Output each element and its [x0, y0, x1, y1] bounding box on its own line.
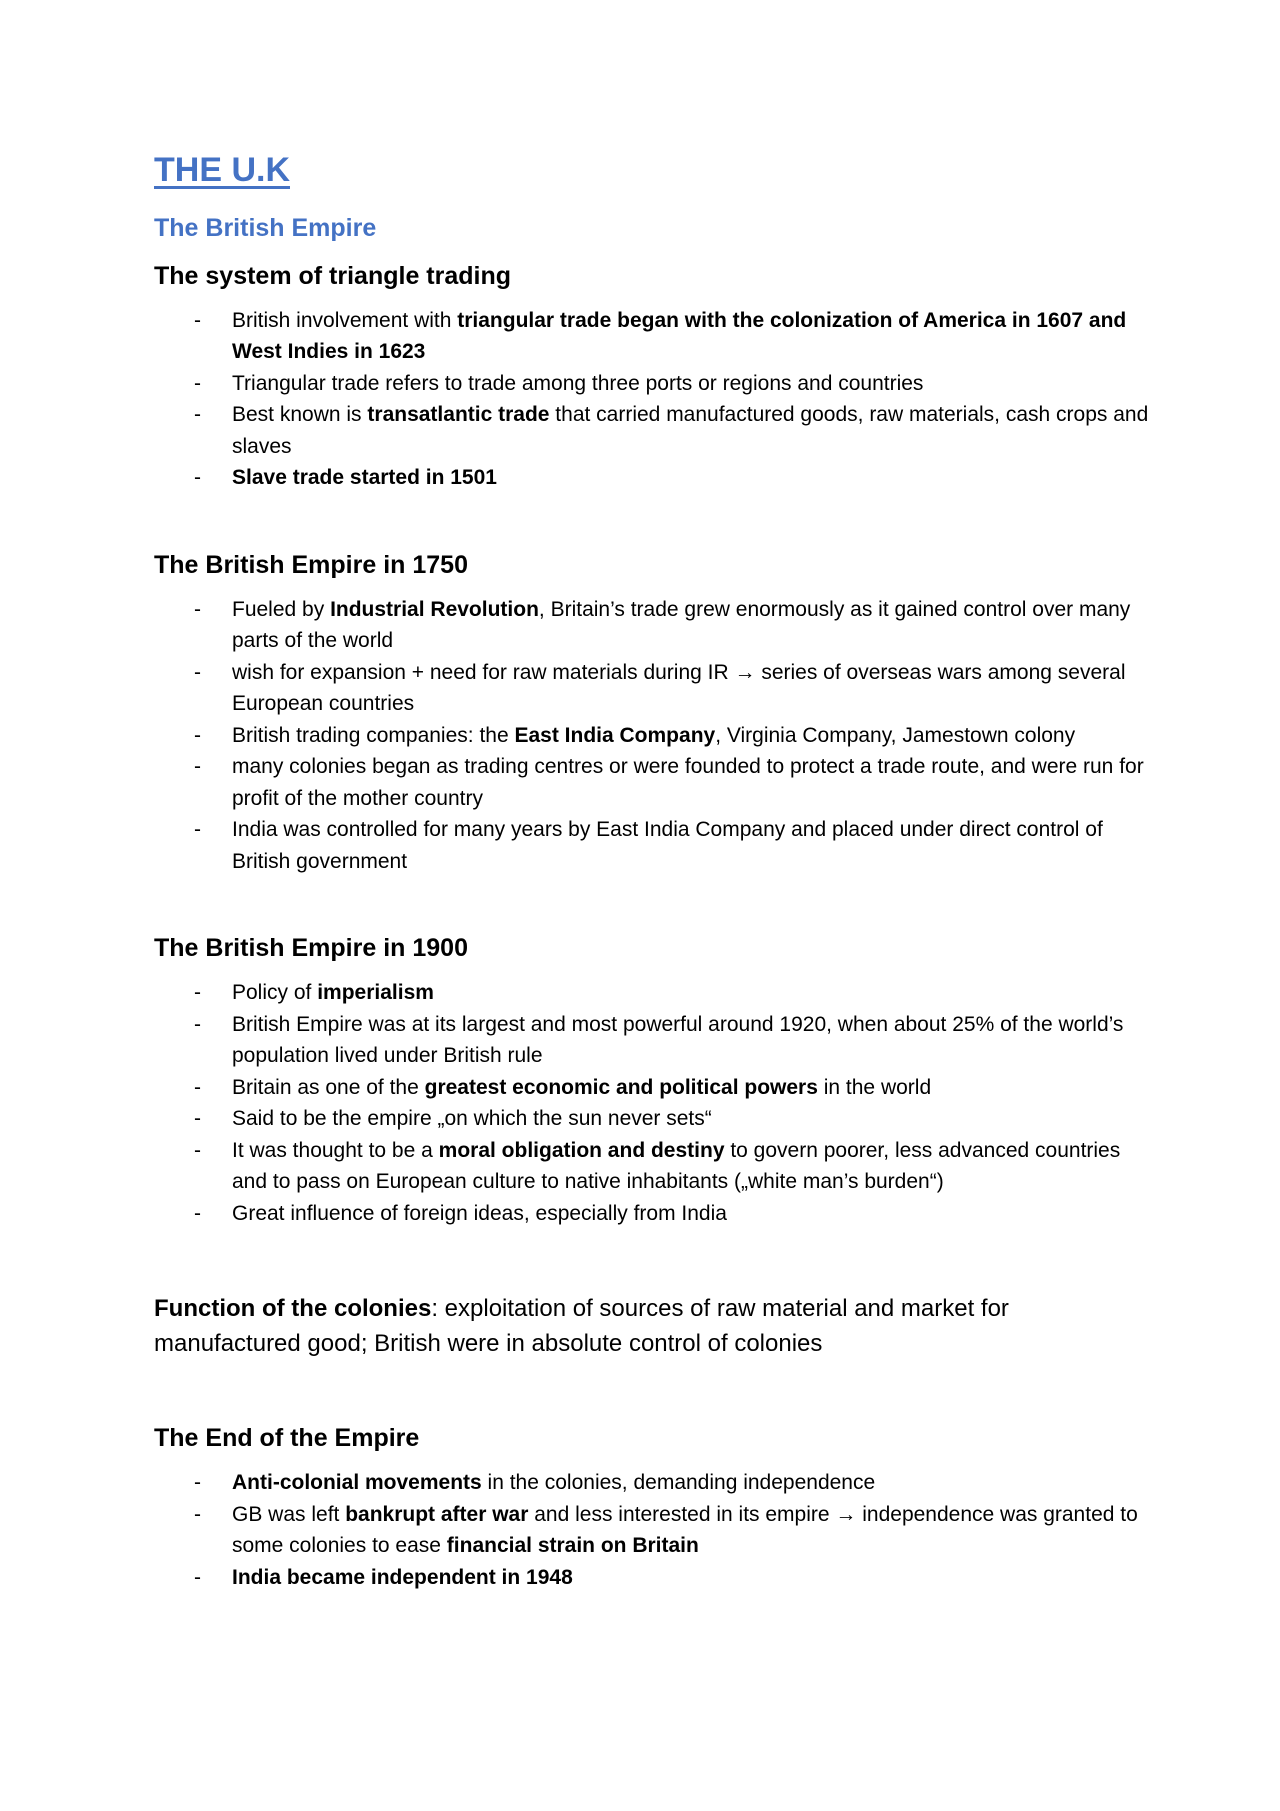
text: wish for expansion + need for raw materials during IR → series of overseas wars among several European countries [232, 660, 1126, 716]
bullet-item [154, 1467, 1154, 1499]
function-text: : exploitation of sources of raw material and market for manufactured good; British were in absolute control of colonies [154, 1295, 1009, 1358]
bullet-marker: - [194, 597, 201, 621]
bullet-item [154, 1562, 1154, 1594]
section-empire-1900 [154, 933, 1154, 1229]
text: and less interested in its empire → independence was granted to some colonies to ease [232, 1502, 1138, 1558]
bullet-list [154, 594, 1154, 878]
bullet-list [154, 1467, 1154, 1593]
bullet-marker: - [194, 403, 201, 427]
text: , Virginia Company, Jamestown colony [715, 723, 1076, 747]
bullet-item [154, 814, 1154, 877]
bullet-marker: - [194, 723, 201, 747]
bullet-item [154, 1009, 1154, 1072]
bullet-marker: - [194, 1012, 201, 1036]
bullet-item [154, 1135, 1154, 1198]
text: Triangular trade refers to trade among three ports or regions and countries [232, 371, 924, 395]
bullet-list [154, 305, 1154, 494]
bullet-marker: - [194, 466, 201, 490]
bold-text: Slave trade started in 1501 [232, 466, 497, 490]
text: Said to be the empire „on which the sun never sets“ [232, 1107, 712, 1131]
text: British involvement with [232, 308, 458, 332]
bullet-marker: - [194, 1138, 201, 1162]
text: India was controlled for many years by East India Company and placed under direct control of British government [232, 818, 1103, 873]
bold-text: transatlantic trade [367, 403, 550, 427]
document-page [154, 150, 1154, 1593]
bold-text: Industrial Revolution [330, 597, 539, 621]
bullet-list [154, 977, 1154, 1229]
bullet-item [154, 657, 1154, 720]
bold-text: East India Company [514, 723, 716, 747]
text: to govern poorer, less advanced countries and to pass on European culture to native inhabitants („white man’s burden“) [232, 1138, 1121, 1194]
function-of-colonies-paragraph [154, 1291, 1154, 1361]
bullet-item [154, 720, 1154, 752]
bullet-marker: - [194, 1565, 201, 1589]
text: British trading companies: the [232, 723, 515, 747]
bullet-marker: - [194, 1107, 201, 1131]
text: Policy of [232, 981, 318, 1005]
bullet-item [154, 305, 1154, 368]
text: many colonies began as trading centres or were founded to protect a trade route, and were run for profit of the mother country [232, 755, 1144, 810]
bullet-item [154, 1103, 1154, 1135]
page-title: THE U.K [154, 151, 290, 189]
bullet-marker: - [194, 755, 201, 779]
function-label: Function of the colonies [154, 1295, 432, 1323]
bullet-item [154, 1198, 1154, 1230]
bullet-marker: - [194, 818, 201, 842]
bold-text: India became independent in 1948 [232, 1565, 573, 1589]
bold-text: imperialism [317, 981, 434, 1005]
bullet-item [154, 751, 1154, 814]
bullet-marker: - [194, 308, 201, 332]
text: GB was left [232, 1502, 346, 1526]
text: Fueled by [232, 597, 331, 621]
bullet-item [154, 594, 1154, 657]
text: Britain as one of the [232, 1075, 425, 1099]
section-empire-1750 [154, 550, 1154, 878]
bullet-marker: - [194, 1201, 201, 1225]
bullet-item [154, 399, 1154, 462]
bullet-item [154, 1499, 1154, 1562]
bullet-item [154, 462, 1154, 494]
bold-text: triangular trade began with the colonization of America in 1607 and West Indies in 1623 [232, 308, 1127, 364]
page-subtitle: The British Empire [154, 213, 377, 242]
bold-text: financial strain on Britain [446, 1534, 699, 1558]
bold-text: greatest economic and political powers [424, 1075, 818, 1099]
text: Great influence of foreign ideas, especially from India [232, 1201, 727, 1225]
bold-text: moral obligation and destiny [438, 1138, 725, 1162]
bullet-item [154, 1072, 1154, 1104]
section-heading: The system of triangle trading [154, 261, 512, 290]
bullet-marker: - [194, 660, 201, 684]
section-end-of-empire [154, 1423, 1154, 1593]
section-heading: The British Empire in 1750 [154, 550, 468, 579]
section-triangle-trading [154, 261, 1154, 494]
text: in the world [817, 1075, 932, 1099]
text: , Britain’s trade grew enormously as it gained control over many parts of the world [232, 597, 1131, 653]
bullet-marker: - [194, 371, 201, 395]
bullet-marker: - [194, 1471, 201, 1495]
section-heading: The End of the Empire [154, 1424, 420, 1453]
bullet-marker: - [194, 1075, 201, 1099]
text: in the colonies, demanding independence [481, 1471, 876, 1495]
text: British Empire was at its largest and most powerful around 1920, when about 25% of the world’s population lived under British rule [232, 1012, 1124, 1068]
bold-text: Anti-colonial movements [232, 1471, 482, 1495]
section-heading: The British Empire in 1900 [154, 934, 468, 963]
bullet-marker: - [194, 981, 201, 1005]
text: It was thought to be a [232, 1138, 439, 1162]
bullet-item [154, 368, 1154, 400]
text: that carried manufactured goods, raw materials, cash crops and slaves [232, 403, 1149, 458]
bullet-item [154, 977, 1154, 1009]
bold-text: bankrupt after war [345, 1502, 529, 1526]
text: Best known is [232, 403, 368, 427]
bullet-marker: - [194, 1502, 201, 1526]
